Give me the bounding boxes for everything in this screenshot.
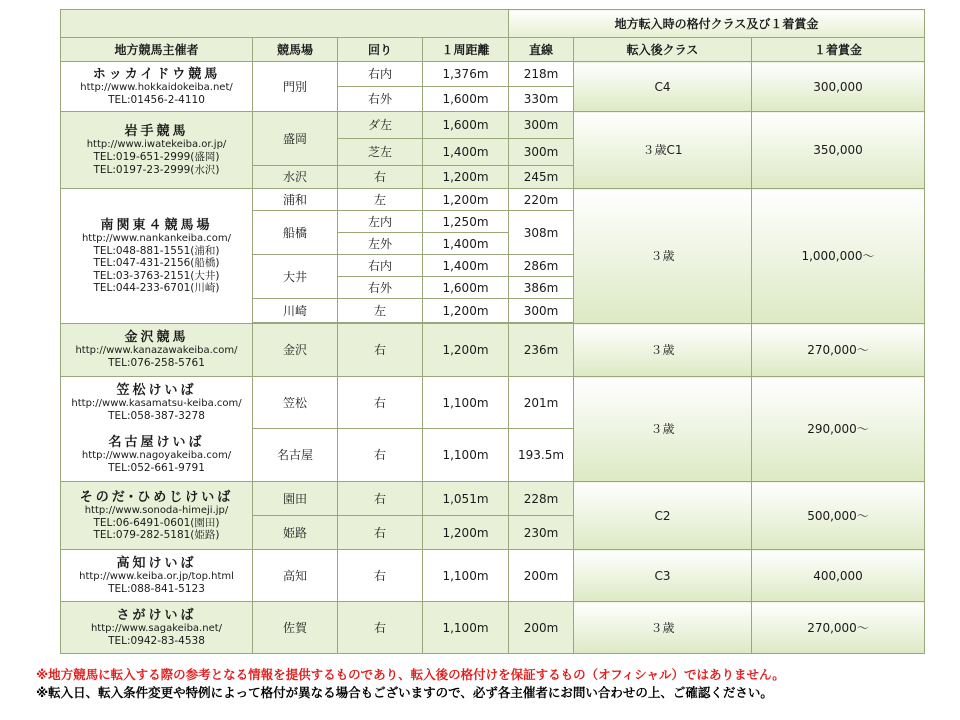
organizer-name: 金沢競馬	[124, 330, 189, 346]
direction-cell: 芝左	[338, 139, 423, 166]
group-header: 地方転入時の格付クラス及び１着賞金	[509, 10, 925, 38]
prize-cell: 1,000,000〜	[752, 189, 925, 324]
course-cell: 門別	[253, 62, 338, 112]
class-cell: ３歳C1	[574, 112, 752, 189]
organizer-url[interactable]: http://www.kanazawakeiba.com/	[75, 345, 238, 357]
course-cell: 園田	[253, 482, 338, 516]
direction-cell: ダ左	[338, 112, 423, 139]
organizer-cell	[61, 189, 253, 324]
prize-cell: 270,000〜	[752, 602, 925, 654]
direction-cell: 左外	[338, 233, 423, 255]
organizer-cell	[61, 324, 253, 377]
col-header-class: 転入後クラス	[574, 38, 752, 62]
distance-cell: 1,200m	[423, 299, 509, 323]
direction-cell: 右	[338, 324, 423, 377]
col-header-straight: 直線	[509, 38, 574, 62]
prize-cell: 290,000〜	[752, 377, 925, 482]
organizer-url[interactable]: http://www.iwatekeiba.or.jp/	[86, 139, 227, 150]
prize-cell: 270,000〜	[752, 324, 925, 377]
direction-cell: 右	[338, 377, 423, 429]
distance-cell: 1,100m	[423, 602, 509, 654]
transfer-info-table	[60, 9, 925, 654]
straight-cell: 220m	[509, 189, 574, 211]
disclaimer-notes	[36, 666, 936, 702]
organizer-tel: TEL:0197-23-2999(水沢)	[93, 163, 220, 176]
course-cell: 盛岡	[253, 112, 338, 166]
distance-cell: 1,200m	[423, 166, 509, 189]
direction-cell: 右内	[338, 62, 423, 87]
course-cell: 川崎	[253, 299, 338, 323]
organizer-tel: TEL:052-661-9791	[108, 462, 205, 474]
course-cell: 大井	[253, 255, 338, 299]
organizer-cell	[61, 62, 253, 112]
organizer-tel: TEL:0942-83-4538	[108, 634, 205, 647]
course-cell: 金沢	[253, 324, 338, 377]
organizer-name: ホッカイドウ競馬	[92, 66, 221, 82]
organizer-cell	[61, 602, 253, 654]
col-header-direction: 回り	[338, 38, 423, 62]
class-cell: ３歳	[574, 602, 752, 654]
distance-cell: 1,400m	[423, 139, 509, 166]
organizer-name: そのだ･ひめじけいば	[79, 489, 234, 505]
straight-cell: 218m	[509, 62, 574, 87]
class-cell: ３歳	[574, 377, 752, 482]
disclaimer-note-2: ※転入日、転入条件変更や特例によって格付が異なる場合もございますので、必ず各主催者にお問い合わせの上、ご確認ください。	[36, 685, 773, 700]
class-cell: C4	[574, 62, 752, 112]
col-header-organizer: 地方競馬主催者	[61, 38, 253, 62]
course-cell: 名古屋	[253, 429, 338, 482]
distance-cell: 1,100m	[423, 429, 509, 482]
distance-cell: 1,400m	[423, 255, 509, 277]
organizer-tel: TEL:019-651-2999(盛岡)	[93, 151, 220, 163]
direction-cell: 右	[338, 516, 423, 550]
distance-cell: 1,600m	[423, 277, 509, 299]
direction-cell: 右	[338, 482, 423, 516]
prize-cell: 300,000	[752, 62, 925, 112]
organizer-url[interactable]: http://www.keiba.or.jp/top.html	[79, 570, 234, 582]
straight-cell: 228m	[509, 482, 574, 516]
distance-cell: 1,200m	[423, 324, 509, 377]
straight-cell: 193.5m	[509, 429, 574, 482]
course-cell: 佐賀	[253, 602, 338, 654]
direction-cell: 右外	[338, 277, 423, 299]
prize-cell: 500,000〜	[752, 482, 925, 550]
distance-cell: 1,376m	[423, 62, 509, 87]
straight-cell: 308m	[509, 211, 574, 255]
organizer-tel: TEL:088-841-5123	[108, 582, 205, 595]
direction-cell: 左	[338, 299, 423, 323]
straight-cell: 330m	[509, 87, 574, 112]
class-cell: C2	[574, 482, 752, 550]
direction-cell: 右	[338, 429, 423, 482]
organizer-tel: TEL:06-6491-0601(園田)	[93, 516, 220, 529]
organizer-name: 名古屋けいば	[108, 435, 205, 450]
straight-cell: 230m	[509, 516, 574, 550]
straight-cell: 300m	[509, 299, 574, 323]
straight-cell: 300m	[509, 139, 574, 166]
course-cell: 水沢	[253, 166, 338, 189]
direction-cell: 左内	[338, 211, 423, 233]
organizer-name: 高知けいば	[116, 555, 197, 571]
straight-cell: 236m	[509, 324, 574, 377]
direction-cell: 左	[338, 189, 423, 211]
course-cell: 船橋	[253, 211, 338, 255]
col-header-course: 競馬場	[253, 38, 338, 62]
straight-cell: 386m	[509, 277, 574, 299]
organizer-cell	[61, 550, 253, 602]
organizer-tel: TEL:079-282-5181(姫路)	[93, 529, 220, 541]
direction-cell: 右内	[338, 255, 423, 277]
straight-cell: 245m	[509, 166, 574, 189]
organizer-name: 笠松けいば	[116, 383, 197, 398]
straight-cell: 200m	[509, 602, 574, 654]
organizer-tel: TEL:01456-2-4110	[108, 93, 205, 106]
organizer-url[interactable]: http://www.sonoda-himeji.jp/	[84, 504, 229, 516]
organizer-name: 岩手競馬	[124, 124, 189, 139]
organizer-cell	[61, 112, 253, 189]
organizer-name: さがけいば	[116, 607, 197, 623]
direction-cell: 右	[338, 602, 423, 654]
distance-cell: 1,400m	[423, 233, 509, 255]
distance-cell: 1,200m	[423, 516, 509, 550]
col-header-prize: １着賞金	[752, 38, 925, 62]
straight-cell: 286m	[509, 255, 574, 277]
class-cell: ３歳	[574, 324, 752, 377]
disclaimer-note-1: ※地方競馬に転入する際の参考となる情報を提供するものであり、転入後の格付けを保証するもの（オフィシャル）ではありません。	[36, 667, 785, 682]
class-cell: C3	[574, 550, 752, 602]
organizer-tel: TEL:047-431-2156(船橋)	[93, 257, 220, 269]
direction-cell: 右外	[338, 87, 423, 112]
class-cell: ３歳	[574, 189, 752, 324]
direction-cell: 右	[338, 550, 423, 602]
distance-cell: 1,600m	[423, 112, 509, 139]
organizer-cell	[61, 429, 253, 482]
organizer-cell	[61, 377, 253, 429]
organizer-url[interactable]: http://www.nagoyakeiba.com/	[81, 450, 232, 461]
organizer-url[interactable]: http://www.kasamatsu-keiba.com/	[71, 398, 242, 409]
straight-cell: 200m	[509, 550, 574, 602]
distance-cell: 1,100m	[423, 377, 509, 429]
organizer-url[interactable]: http://www.hokkaidokeiba.net/	[80, 81, 233, 93]
distance-cell: 1,100m	[423, 550, 509, 602]
distance-cell: 1,051m	[423, 482, 509, 516]
organizer-tel: TEL:076-258-5761	[108, 357, 205, 370]
prize-cell: 400,000	[752, 550, 925, 602]
organizer-cell	[61, 482, 253, 550]
distance-cell: 1,600m	[423, 87, 509, 112]
organizer-tel: TEL:03-3763-2151(大井)	[93, 269, 220, 282]
organizer-url[interactable]: http://www.sagakeiba.net/	[90, 622, 223, 634]
header-blank-cell	[61, 10, 509, 38]
course-cell: 姫路	[253, 516, 338, 550]
straight-cell: 201m	[509, 377, 574, 429]
distance-cell: 1,250m	[423, 211, 509, 233]
col-header-distance: １周距離	[423, 38, 509, 62]
organizer-name: 南関東４競馬場	[100, 217, 213, 233]
distance-cell: 1,200m	[423, 189, 509, 211]
prize-cell: 350,000	[752, 112, 925, 189]
course-cell: 浦和	[253, 189, 338, 211]
organizer-tel: TEL:058-387-3278	[108, 410, 205, 422]
straight-cell: 300m	[509, 112, 574, 139]
organizer-url[interactable]: http://www.nankankeiba.com/	[81, 232, 232, 244]
organizer-tel: TEL:048-881-1551(浦和)	[93, 244, 220, 257]
organizer-tel: TEL:044-233-6701(川崎)	[93, 282, 220, 294]
direction-cell: 右	[338, 166, 423, 189]
course-cell: 笠松	[253, 377, 338, 429]
course-cell: 高知	[253, 550, 338, 602]
